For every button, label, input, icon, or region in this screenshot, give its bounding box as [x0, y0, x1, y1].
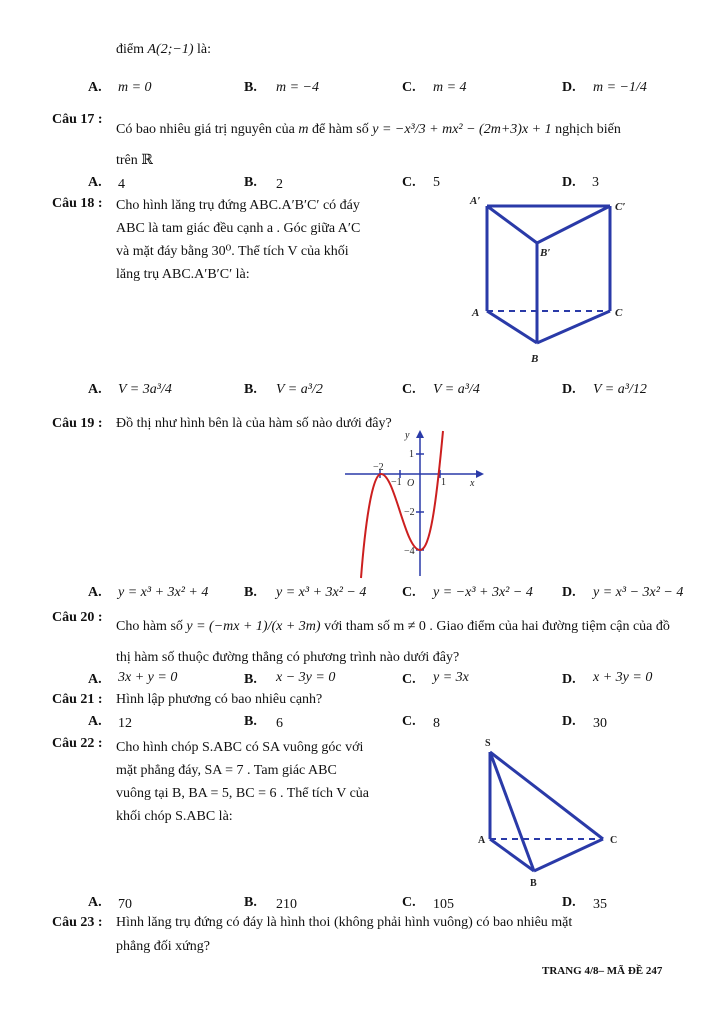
q21-text: Hình lập phương có bao nhiêu cạnh? — [116, 692, 323, 707]
pyramid-figure — [470, 735, 630, 895]
q19-text: Đồ thị như hình bên là của hàm số nào dưới đây? — [116, 416, 392, 431]
q17-number: Câu 17 : — [52, 112, 103, 127]
label-a1: A′ — [470, 195, 481, 207]
page-footer: TRANG 4/8– MÃ ĐỀ 247 — [542, 965, 663, 977]
label-b1: B′ — [540, 247, 551, 259]
label-c1: C′ — [615, 201, 626, 213]
q17-text-line2: trên ℝ — [116, 153, 153, 168]
y-axis-arrow — [416, 430, 424, 438]
q19-number: Câu 19 : — [52, 416, 103, 431]
q22-text: Cho hình chóp S.ABC có SA vuông góc với mặt phẳng đáy, SA = 7 . Tam giác ABC vuông tại B, BA = 5, BC = 6 . Thể tích V của khối chóp S.ABC là: — [116, 740, 370, 824]
q23-number: Câu 23 : — [52, 915, 103, 930]
label-c: C — [610, 835, 618, 846]
label-y-1: 1 — [409, 449, 414, 460]
q21-number: Câu 21 : — [52, 692, 103, 707]
prism-figure — [462, 190, 642, 370]
q16-tail: điểm A(2;−1) là: — [116, 42, 211, 57]
q18-number: Câu 18 : — [52, 196, 103, 211]
label-x-m1: −1 — [391, 477, 402, 488]
label-y: y — [405, 430, 410, 441]
q17-text: Có bao nhiêu giá trị nguyên của m để hàm số y = −x³/3 + mx² − (2m+3)x + 1 nghịch biến — [116, 122, 621, 137]
q23-text-line2: phẳng đối xứng? — [116, 939, 210, 954]
q22-number: Câu 22 : — [52, 736, 103, 751]
label-a: A — [478, 835, 486, 846]
label-origin: O — [407, 478, 415, 489]
label-x-m2: −2 — [373, 462, 384, 473]
edge-cb — [537, 311, 610, 343]
edge-bc — [534, 839, 603, 871]
q18-text: Cho hình lăng trụ đứng ABC.A′B′C′ có đáy ABC là tam giác đều cạnh a . Góc giữa A′C và mặt đáy bằng 30⁰. Thể tích V của khối lăng trụ ABC.A′B′C′ là: — [116, 198, 361, 282]
label-b: B — [530, 878, 537, 889]
q20-number: Câu 20 : — [52, 610, 103, 625]
label-c: C — [615, 307, 623, 319]
q17-formula: y = −x³/3 + mx² − (2m+3)x + 1 — [372, 122, 552, 137]
label-x-1: 1 — [441, 477, 446, 488]
edge-ab — [487, 311, 537, 343]
q23-text-line1: Hình lăng trụ đứng có đáy là hình thoi (không phải hình vuông) có bao nhiêu mặt — [116, 915, 573, 930]
label-a: A — [472, 307, 480, 319]
edge-c1b1 — [537, 206, 610, 243]
label-y-m2: −2 — [404, 507, 415, 518]
q20-formula: y = (−mx + 1)/(x + 3m) — [186, 619, 321, 634]
label-x: x — [470, 478, 475, 489]
q20-text: Cho hàm số y = (−mx + 1)/(x + 3m) với tham số m ≠ 0 . Giao điểm của hai đường tiệm cận của đồ — [116, 619, 670, 634]
x-axis-arrow — [476, 470, 484, 478]
label-b: B — [531, 353, 539, 365]
edge-a1b1 — [487, 206, 537, 243]
label-s: S — [485, 738, 491, 749]
q20-text-line2: thị hàm số thuộc đường thẳng có phương trình nào dưới đây? — [116, 650, 460, 665]
cubic-curve — [361, 431, 443, 578]
cubic-graph — [340, 426, 485, 581]
label-y-m4: −4 — [404, 546, 415, 557]
